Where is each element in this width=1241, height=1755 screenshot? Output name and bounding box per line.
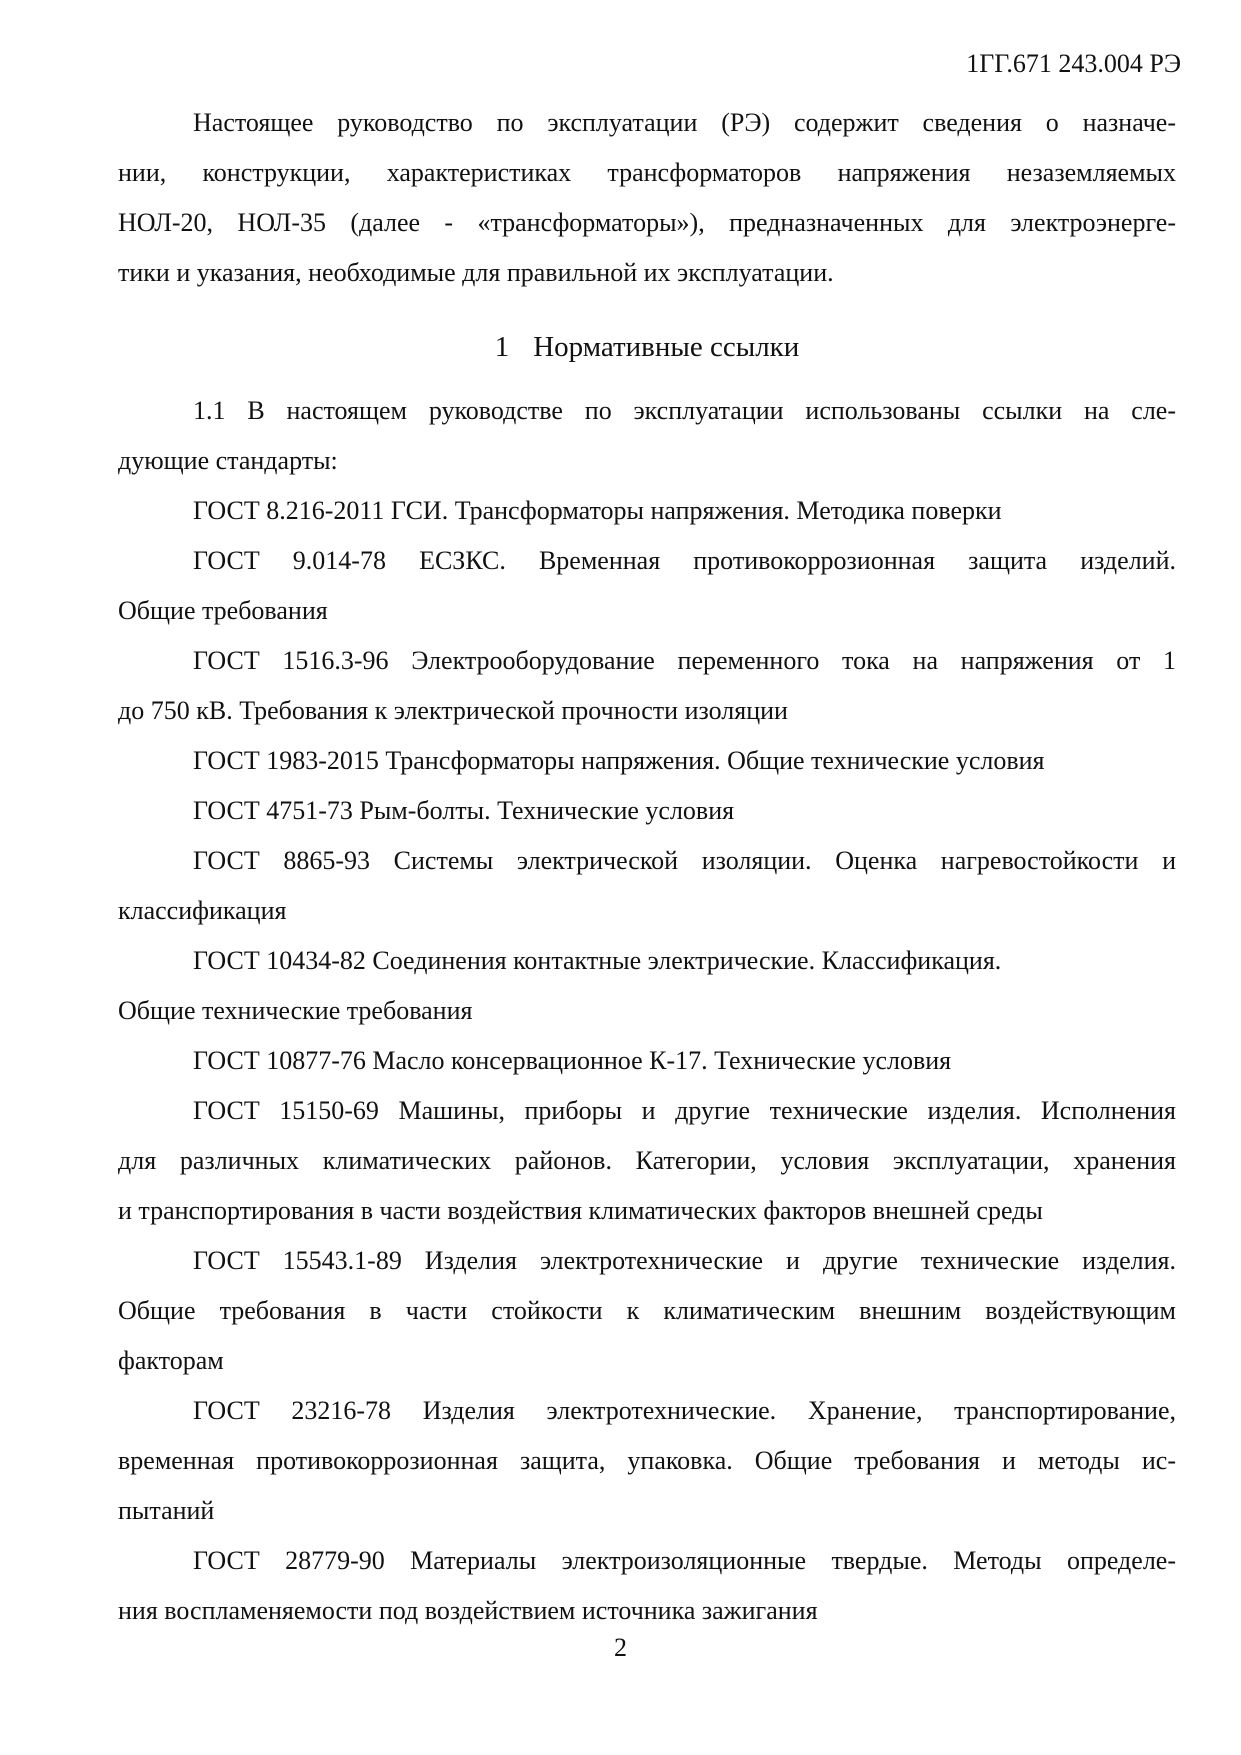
intro-paragraph [118, 98, 1176, 298]
reference-line: ГОСТ 10434-82 Соединения контактные электрические. Классификация. [193, 946, 1002, 975]
reference-line: и транспортирования в части воздействия климатических факторов внешней среды [118, 1196, 1043, 1225]
reference-item [118, 1236, 1176, 1386]
paragraph-line: дующие стандарты: [118, 446, 338, 475]
reference-line: ния воспламеняемости под воздействием источника зажигания [118, 1596, 818, 1625]
reference-line: ГОСТ 4751-73 Рым-болты. Технические условия [193, 796, 735, 825]
reference-line: классификация [118, 896, 287, 925]
paragraph-line: НОЛ-20, НОЛ-35 (далее - «трансформаторы»), предназначенных для электроэнерге- [118, 208, 1176, 237]
page-number: 2 [614, 1633, 627, 1662]
reference-line: Общие требования в части стойкости к климатическим внешним воздействующим [118, 1296, 1176, 1325]
reference-item [118, 736, 1176, 786]
page-content [118, 98, 1176, 1636]
reference-line: ГОСТ 10877-76 Масло консервационное К-17. Технические условия [193, 1046, 952, 1075]
reference-item [118, 836, 1176, 936]
reference-line: факторам [118, 1346, 224, 1375]
reference-item [118, 536, 1176, 636]
section-number: 1 [494, 331, 510, 363]
reference-line: ГОСТ 9.014-78 ЕСЗКС. Временная противокоррозионная защита изделий. [193, 546, 1176, 575]
reference-item [118, 1036, 1176, 1086]
section-heading [118, 322, 1176, 372]
reference-item [118, 486, 1176, 536]
reference-line: Общие технические требования [118, 996, 473, 1025]
reference-line: временная противокоррозионная защита, упаковка. Общие требования и методы ис- [118, 1446, 1176, 1475]
reference-item [118, 1386, 1176, 1536]
reference-item [118, 636, 1176, 736]
paragraph-line: Настоящее руководство по эксплуатации (РЭ) содержит сведения о назначе- [193, 108, 1176, 137]
paragraph-line: 1.1 В настоящем руководстве по эксплуатации использованы ссылки на сле- [193, 396, 1176, 425]
reference-line: ГОСТ 1516.3-96 Электрооборудование переменного тока на напряжения от 1 [193, 646, 1176, 675]
reference-line: ГОСТ 8865-93 Системы электрической изоляции. Оценка нагревостойкости и [193, 846, 1176, 875]
reference-line: до 750 кВ. Требования к электрической прочности изоляции [118, 696, 788, 725]
reference-line: Общие требования [118, 596, 328, 625]
reference-line: пытаний [118, 1496, 215, 1525]
reference-item [118, 786, 1176, 836]
reference-line: для различных климатических районов. Категории, условия эксплуатации, хранения [118, 1146, 1176, 1175]
reference-line: ГОСТ 15543.1-89 Изделия электротехнические и другие технические изделия. [193, 1246, 1176, 1275]
paragraph-line: нии, конструкции, характеристиках трансформаторов напряжения незаземляемых [118, 158, 1176, 187]
document-code: 1ГГ.671 243.004 РЭ [966, 49, 1181, 78]
reference-line: ГОСТ 23216-78 Изделия электротехнические. Хранение, транспортирование, [193, 1396, 1176, 1425]
reference-item [118, 1086, 1176, 1236]
reference-item [118, 936, 1176, 1036]
reference-line: ГОСТ 15150-69 Машины, приборы и другие технические изделия. Исполнения [193, 1096, 1176, 1125]
reference-line: ГОСТ 1983-2015 Трансформаторы напряжения. Общие технические условия [193, 746, 1045, 775]
reference-line: ГОСТ 28779-90 Материалы электроизоляционные твердые. Методы определе- [193, 1546, 1176, 1575]
clause-paragraph [118, 386, 1176, 486]
paragraph-line: тики и указания, необходимые для правильной их эксплуатации. [118, 258, 834, 287]
reference-item [118, 1536, 1176, 1636]
section-title: Нормативные ссылки [533, 331, 800, 363]
reference-line: ГОСТ 8.216-2011 ГСИ. Трансформаторы напряжения. Методика поверки [193, 496, 1002, 525]
